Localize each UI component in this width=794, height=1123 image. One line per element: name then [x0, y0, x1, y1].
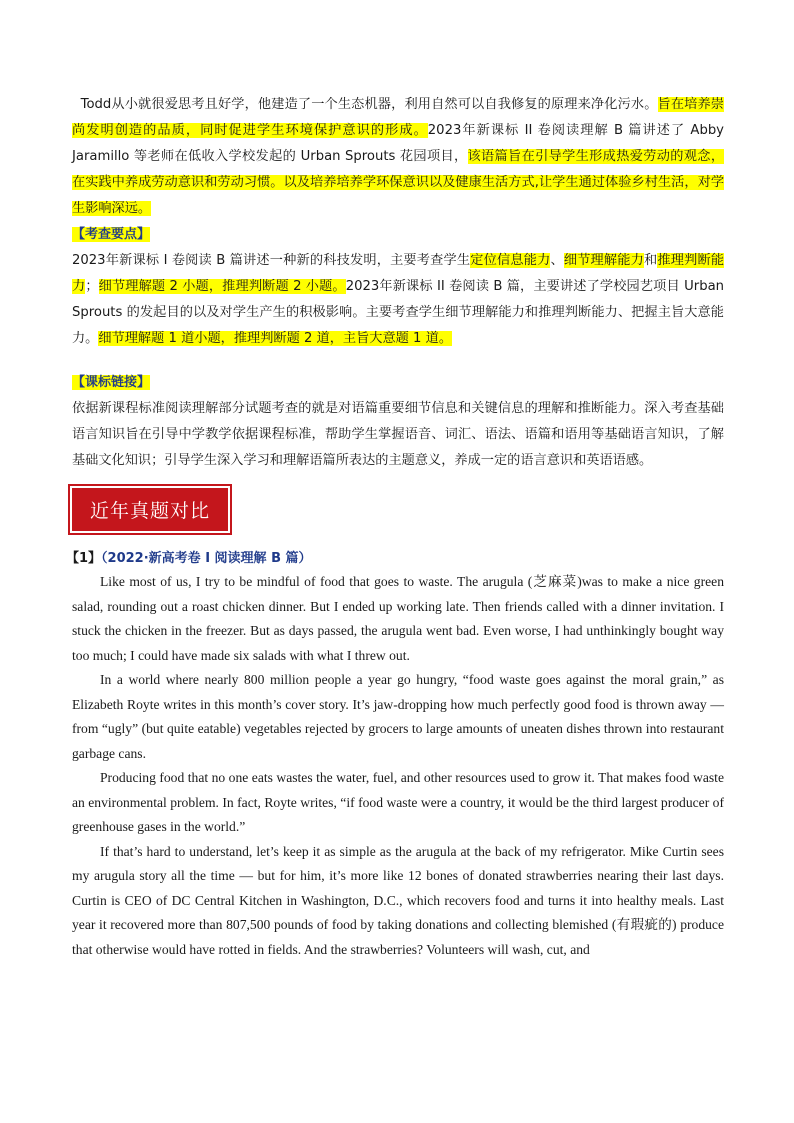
exam-hl-8: 细节理解题 2 小题，推理判断题 2 小题。	[98, 279, 346, 294]
passage-paragraph-3: Producing food that no one eats wastes the water, fuel, and other resources used to grow it. That makes food waste an environmental problem. In fact, Royte writes, “if food waste were a country, it would be the third largest producer of greenhouse gases in the world.”	[72, 770, 724, 834]
passage-paragraph-2: In a world where nearly 800 million people a year go hungry, “food waste goes against the moral grain,” as Elizabeth Royte writes in this month’s cover story. It’s jaw-dropping how much perfectly good food is thrown away — from “ugly” (but quite eatable) vegetables rejected by grocers to large amounts of uneaten dishes thrown into restaurant garbage cans.	[72, 672, 724, 761]
exam-text-3: 、	[550, 253, 564, 268]
exam-text-9: 2023年新课标 II 卷阅读 B 篇，主要讲述了学校园艺项目 Urban Sprouts 的发起目的以及对学生产生的积极影响。主要考查学生细节理解能力和推理判断能力、把握主旨大意能力。	[72, 279, 725, 346]
intro-paragraph	[72, 92, 724, 222]
exam-hl-6: 推理判断能力	[72, 253, 725, 294]
exam-text-1: 2023年新课标 I 卷阅读 B 篇讲述一种新的科技发明，主要考查学生	[72, 253, 471, 268]
passage-paragraph-4: If that’s hard to understand, let’s keep it as simple as the arugula at the back of my refrigerator. Mike Curtin sees my arugula story all the time — but for him, it’s more like 12 bones of donated strawberries nearing their last days. Curtin is CEO of DC Central Kitchen in Washington, D.C., which recovers food and turns it into healthy meals. Last year it recovered more than 807,500 pounds of food by taking donations and collecting blemished (有瑕疵的) produce that otherwise would have rotted in fields. And the strawberries? Volunteers will wash, cut, and	[72, 843, 724, 957]
question-number: 【1】	[66, 551, 102, 566]
section-banner: 近年真题对比	[72, 488, 228, 531]
curriculum-paragraph: 依据新课程标准阅读理解部分试题考查的就是对语篇重要细节信息和关键信息的理解和推断能力。深入考查基础语言知识旨在引导中学教学依据课程标准，帮助学生掌握语音、词汇、语法、语篇和语用等基础语言知识，了解基础文化知识；引导学生深入学习和理解语篇所表达的主题意义，养成一定的语言意识和英语语感。	[72, 401, 724, 468]
question-title	[66, 547, 724, 566]
intro-text-a: Todd从小就很爱思考且好学，他建造了一个生态机器，利用自然可以自我修复的原理来净化污水。	[80, 97, 658, 112]
intro-highlight-b: 旨在培养崇尚发明创造的品质，同时促进学生环境保护意识的形成。	[72, 97, 724, 138]
exam-hl-2: 定位信息能力	[470, 253, 551, 268]
intro-text-c: 2023年新课标 II 卷阅读理解 B 篇讲述了 Abby Jaramillo 等老师在低收入学校发起的 Urban Sprouts 花园项目，	[72, 123, 724, 164]
curriculum-label: 【课标链接】	[72, 375, 151, 390]
passage-paragraph-1: Like most of us, I try to be mindful of food that goes to waste. The arugula (芝麻菜)was to make a nice green salad, rounding out a roast chicken dinner. But I ended up working late. Then friends called with a dinner invitation. I stuck the chicken in the freezer. But as days passed, the arugula went bad. Even worse, I had unthinkingly bought way too much; I could have made six salads with what I threw out.	[72, 574, 724, 663]
exam-text-5: 和	[644, 253, 658, 268]
exam-hl-4: 细节理解能力	[563, 253, 645, 268]
intro-highlight-d: 该语篇旨在引导学生形成热爱劳动的观念，在实践中养成劳动意识和劳动习惯。以及培养培养学环保意识以及健康生活方式,让学生通过体验乡村生活，对学生影响深远。	[72, 149, 725, 216]
exam-points-paragraph	[72, 248, 724, 352]
question-source: （2022·新高考卷 I 阅读理解 B 篇）	[101, 551, 312, 566]
exam-points-label: 【考查要点】	[72, 227, 151, 242]
exam-hl-10: 细节理解题 1 道小题，推理判断题 2 道，主旨大意题 1 道。	[98, 331, 453, 346]
page-body	[66, 92, 725, 962]
exam-text-7: ；	[85, 279, 99, 294]
